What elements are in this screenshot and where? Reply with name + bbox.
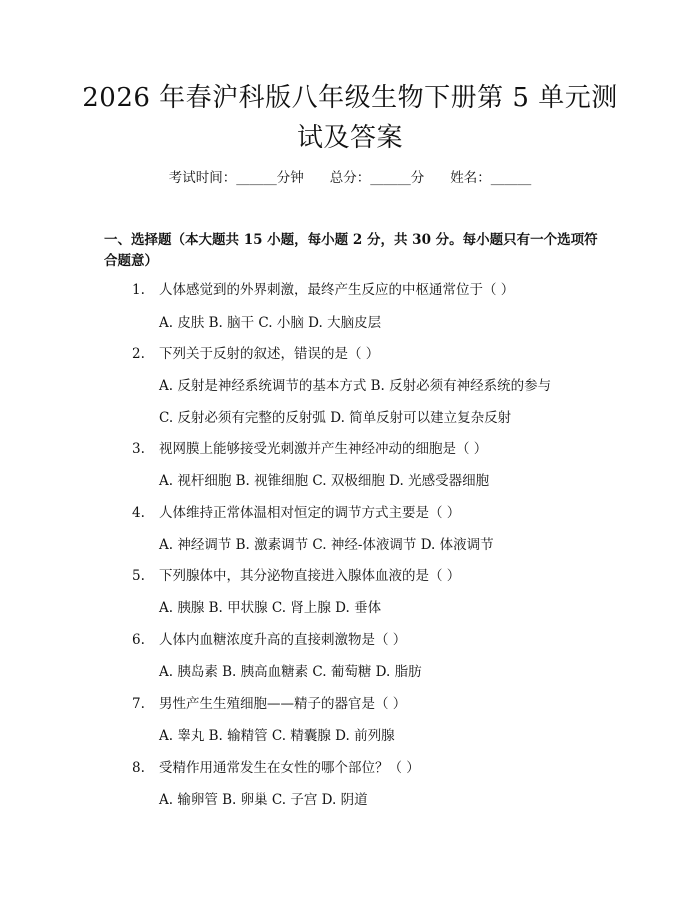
question-stem: 人体感觉到的外界刺激，最终产生反应的中枢通常位于（ ） xyxy=(159,282,515,298)
question-3-options: A. 视杆细胞 B. 视锥细胞 C. 双极细胞 D. 光感受器细胞 xyxy=(159,473,490,489)
question-stem: 男性产生生殖细胞——精子的器官是（ ） xyxy=(159,696,407,712)
question-number: 5. xyxy=(132,568,145,584)
question-7 xyxy=(132,694,406,714)
exam-time-field: 考试时间：______分钟 xyxy=(168,170,304,186)
question-stem: 视网膜上能够接受光刺激并产生神经冲动的细胞是（ ） xyxy=(159,441,488,457)
question-6-options: A. 胰岛素 B. 胰高血糖素 C. 葡萄糖 D. 脂肪 xyxy=(159,664,422,680)
question-2 xyxy=(132,344,379,364)
question-2-options-line-2: C. 反射必须有完整的反射弧 D. 简单反射可以建立复杂反射 xyxy=(159,410,512,426)
question-5 xyxy=(132,566,460,586)
student-name-field: 姓名：______ xyxy=(450,170,532,186)
question-number: 7. xyxy=(132,696,145,712)
question-8-options: A. 输卵管 B. 卵巢 C. 子宫 D. 阴道 xyxy=(159,792,368,808)
question-stem: 下列腺体中，其分泌物直接进入腺体血液的是（ ） xyxy=(159,568,461,584)
question-stem: 受精作用通常发生在女性的哪个部位？（ ） xyxy=(159,760,420,776)
question-number: 8. xyxy=(132,760,145,776)
document-title-line-2: 试及答案 xyxy=(296,123,403,153)
question-6 xyxy=(132,630,406,650)
question-3 xyxy=(132,439,487,459)
question-4 xyxy=(132,503,460,523)
question-5-options: A. 胰腺 B. 甲状腺 C. 肾上腺 D. 垂体 xyxy=(159,600,382,616)
document-title-line-1: 2026 年春沪科版八年级生物下册第 5 单元测 xyxy=(82,83,618,113)
question-number: 1. xyxy=(132,282,145,298)
question-number: 4. xyxy=(132,505,145,521)
question-number: 6. xyxy=(132,632,145,648)
exam-meta xyxy=(0,168,700,188)
question-number: 2. xyxy=(132,346,145,362)
question-number: 3. xyxy=(132,441,145,457)
question-4-options: A. 神经调节 B. 激素调节 C. 神经-体液调节 D. 体液调节 xyxy=(159,537,494,553)
total-score-field: 总分：______分 xyxy=(329,170,425,186)
question-stem: 人体维持正常体温相对恒定的调节方式主要是（ ） xyxy=(159,505,461,521)
question-1 xyxy=(132,280,514,300)
question-2-options-line-1: A. 反射是神经系统调节的基本方式 B. 反射必须有神经系统的参与 xyxy=(159,378,552,394)
section-heading-multiple-choice: 一、选择题（本大题共 15 小题，每小题 2 分，共 30 分。每小题只有一个选项符合题意） xyxy=(104,232,598,269)
question-1-options: A. 皮肤 B. 脑干 C. 小脑 D. 大脑皮层 xyxy=(159,315,382,331)
question-7-options: A. 睾丸 B. 输精管 C. 精囊腺 D. 前列腺 xyxy=(159,728,395,744)
question-stem: 下列关于反射的叙述，错误的是（ ） xyxy=(159,346,380,362)
question-stem: 人体内血糖浓度升高的直接刺激物是（ ） xyxy=(159,632,407,648)
question-8 xyxy=(132,758,420,778)
